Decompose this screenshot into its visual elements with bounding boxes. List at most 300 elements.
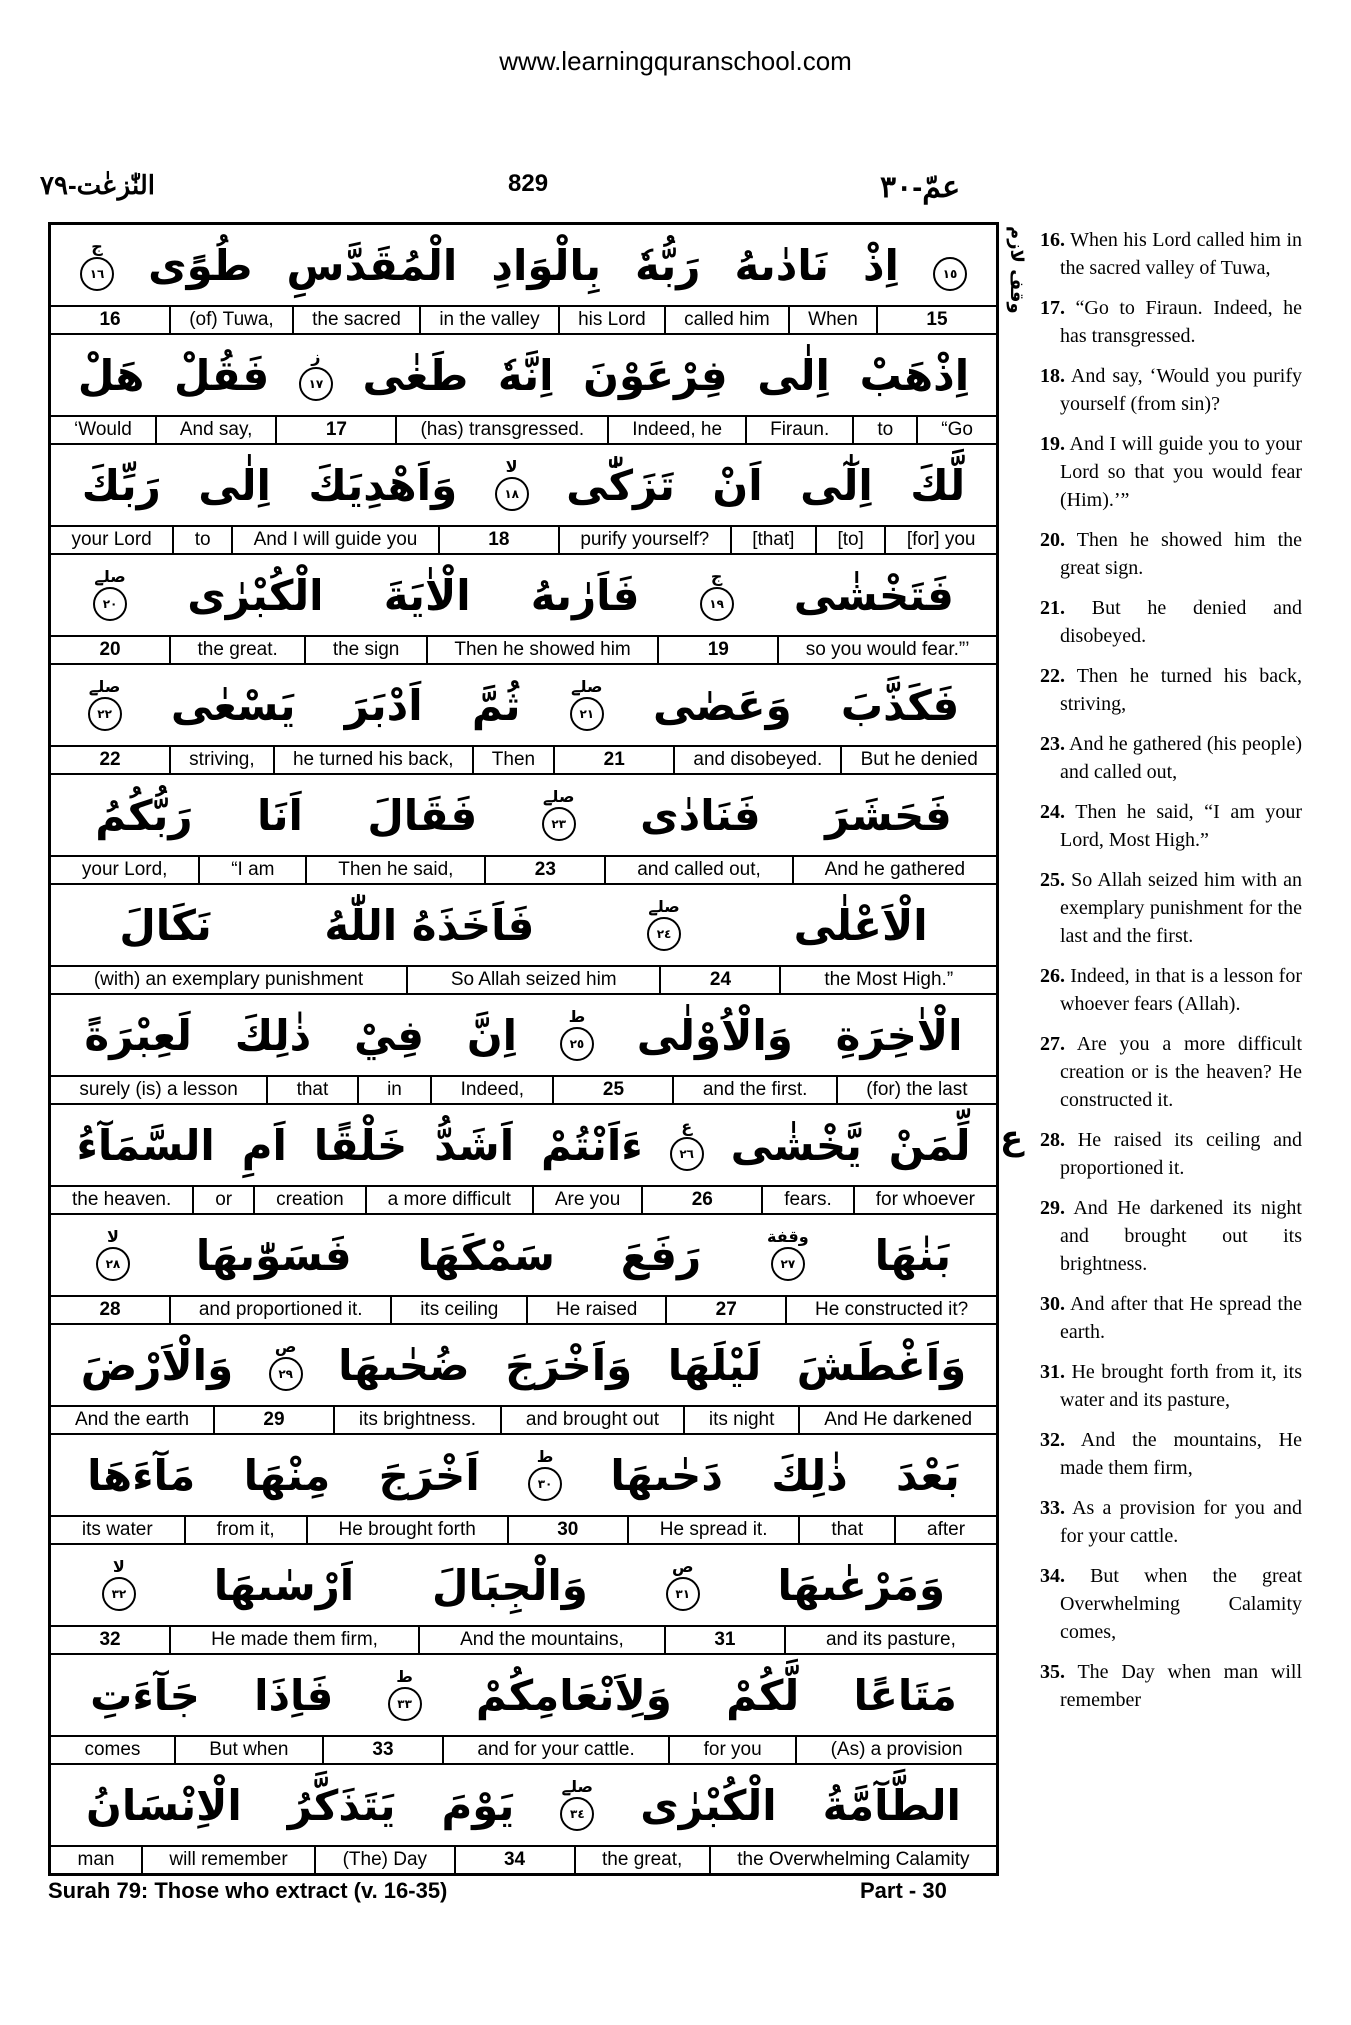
waqf-sign: صلے [648,897,680,916]
waqf-sign: لا [505,457,518,476]
arabic-row [51,775,996,857]
arabic-row [51,225,996,307]
word-meaning-cell: surely (is) a lesson [79,1079,238,1100]
verse-text: But he denied and disobeyed. [1060,597,1302,647]
arabic-row [51,885,996,967]
verse-number-cell: 34 [454,1847,574,1873]
word-meaning-cell: the Most High.” [779,967,996,993]
word-meaning-cell: he turned his back, [273,747,472,773]
waqf-sign: صلے [561,1777,594,1796]
verse-text: As a provision for you and for your cattle. [1060,1497,1302,1547]
arabic-word: رَبِّكَ [81,460,161,510]
arabic-word: لَّكُمْ [726,1670,800,1720]
arabic-word: وَعَصٰى [653,680,792,730]
ayah-end-marker [96,1229,130,1281]
word-meaning-cell: that [798,1517,894,1543]
word-meaning-cell: after [894,1517,996,1543]
arabic-word: وَمَرْعٰىهَا [777,1560,946,1610]
word-meaning-cell: the great, [574,1847,709,1873]
ayah-number-circle: ٣٠ [528,1467,562,1501]
word-meaning-cell: He raised [526,1297,665,1323]
english-row [51,417,996,445]
arabic-word: تَزَكّٰى [566,460,675,510]
word-meaning-cell: (with) an exemplary punishment [93,969,364,990]
word-meaning-cell: Firaun. [745,417,852,443]
english-row [51,1187,996,1215]
word-meaning-cell: its water [81,1519,153,1540]
waqf-sign: ط [536,1447,554,1466]
word-meaning-cell: (The) Day [314,1847,453,1873]
word-meaning-cell: the sign [304,637,426,663]
ayah-end-marker [102,1559,136,1611]
ayah-end-marker [80,239,114,291]
waqf-sign: لا [106,1227,119,1246]
footer-part: Part - 30 [860,1878,947,1903]
waqf-sign: ج [710,567,723,586]
verse-number: 34. [1040,1565,1065,1587]
english-row [51,527,996,555]
translation-verse [1040,1658,1302,1714]
verse-text: Then he said, “I am your Lord, Most High.” [1060,801,1302,851]
verse-text: And the mountains, He made them firm, [1060,1429,1302,1479]
arabic-word: اِنَّ [466,1010,518,1060]
arabic-word: طَغٰى [362,350,469,400]
arabic-word: فِيْ [354,1010,425,1060]
word-meaning-cell: But when [174,1737,322,1763]
translation-verse [1040,1030,1302,1114]
word-meaning-cell: And say, [155,417,276,443]
waqf-lazim-marker: وقف لازم [1006,226,1027,314]
verse-number-cell: 21 [553,747,673,773]
verse-text: Indeed, in that is a lesson for whoever fears (Allah). [1060,965,1303,1015]
verse-number: 31. [1040,1361,1065,1383]
verse-number: 33. [1040,1497,1065,1519]
word-meaning-cell: a more difficult [365,1187,532,1213]
arabic-word: لَّكَ [910,460,966,510]
arabic-word: فَسَوّٰىهَا [195,1230,352,1280]
verse-number: 28. [1040,1129,1065,1151]
verse-number: 16. [1040,229,1065,251]
arabic-word: اِنَّهٗ [497,350,554,400]
word-meaning-cell: and called out, [604,857,791,883]
word-meaning-cell: your Lord [71,529,152,550]
arabic-row [51,665,996,747]
arabic-word: فَاَخَذَهُ اللّٰهُ [324,900,535,950]
word-meaning-cell: “I am [198,857,305,883]
arabic-word: اَشَدُّ [434,1120,515,1170]
arabic-word: خَلْقًا [313,1120,408,1170]
word-meaning-cell: the heaven. [71,1189,172,1210]
verse-number-cell: 27 [665,1297,785,1323]
ayah-number-circle: ٢٧ [771,1247,805,1281]
verse-number-cell: 31 [664,1627,784,1653]
translation-verse [1040,866,1302,950]
english-row [51,747,996,775]
ayah-number-circle: ٢٣ [542,807,576,841]
ayah-number-circle: ٢٢ [88,697,122,731]
arabic-word: بَنٰهَا [874,1230,951,1280]
verse-number: 32. [1040,1429,1065,1451]
word-meaning-cell: in the valley [419,307,558,333]
word-meaning-cell: its ceiling [390,1297,526,1323]
translation-verse [1040,1494,1302,1550]
translation-verse [1040,962,1302,1018]
arabic-word: وَالْاُوْلٰى [636,1010,793,1060]
english-row [51,1297,996,1325]
word-meaning-cell: comes [84,1739,141,1760]
footer-surah-title: Surah 79: Those who extract (v. 16-35) [48,1878,448,1903]
verse-text: Are you a more difficult creation or is the heaven? He constructed it. [1060,1033,1302,1111]
verse-number: 17. [1040,297,1065,319]
word-meaning-cell: man [77,1849,115,1870]
verse-text: And He darkened its night and brought out its brightness. [1060,1197,1302,1275]
arabic-word: رَفَعَ [620,1230,702,1280]
juz-arabic: عمّ-٣٠ [880,171,961,204]
arabic-row [51,995,996,1077]
arabic-word: طُوًى [148,240,253,290]
english-row [51,1077,996,1105]
word-meaning-cell: so you would fear.”’ [777,637,996,663]
word-meaning-cell: And the earth [74,1409,190,1430]
arabic-word: السَّمَآءُ [76,1120,215,1170]
word-meaning-cell: or [192,1187,253,1213]
word-meaning-cell: Then he showed him [426,637,657,663]
english-row [51,1847,996,1873]
arabic-word: فَاِذَا [254,1670,334,1720]
arabic-row [51,1325,996,1407]
site-url: www.learningquranschool.com [499,46,852,76]
word-meaning-cell: its night [683,1407,798,1433]
waqf-sign: صلے [543,787,575,806]
word-meaning-cell: its brightness. [333,1407,500,1433]
translation-verse [1040,594,1302,650]
verse-number-cell: 33 [322,1737,442,1763]
english-row [51,1517,996,1545]
verse-number-cell: 24 [659,967,779,993]
arabic-word: ذٰلِكَ [771,1450,848,1500]
word-meaning-cell: to [852,417,916,443]
ruku-marker: ع [1000,1118,1024,1158]
verse-number: 20. [1040,529,1065,551]
word-meaning-cell: his Lord [558,307,664,333]
arabic-word: بِالْوَادِ [491,240,601,290]
arabic-word: اَنَا [256,790,303,840]
word-meaning-cell: and disobeyed. [673,747,840,773]
verse-number-cell: 28 [99,1299,121,1320]
word-meaning-cell: and brought out [500,1407,683,1433]
arabic-word: اَمِ [241,1120,287,1170]
word-meaning-cell: [that] [730,527,815,553]
word-meaning-cell: and the first. [672,1077,835,1103]
ayah-number-circle: ١٩ [700,587,734,621]
ayah-number-circle: ٢٩ [269,1357,303,1391]
verse-number-cell: 30 [507,1517,627,1543]
verse-number-cell: 17 [275,417,395,443]
arabic-word: يَتَذَكَّرُ [287,1780,396,1830]
arabic-row [51,1765,996,1847]
translation-verse [1040,226,1302,282]
arabic-word: بَعْدَ [896,1450,960,1500]
ayah-number-circle: ٣٢ [102,1577,136,1611]
verse-number: 25. [1040,869,1065,891]
waqf-sign: صلے [571,677,603,696]
arabic-word: الطَّآمَّةُ [822,1780,961,1830]
word-meaning-cell: And He darkened [798,1407,996,1433]
arabic-word: الْاِنْسَانُ [85,1780,242,1830]
english-row [51,1407,996,1435]
word-meaning-cell: And the mountains, [418,1627,664,1653]
arabic-word: مِنْهَا [243,1450,331,1500]
word-meaning-cell: He brought forth [306,1517,507,1543]
translation-verse [1040,430,1302,514]
word-meaning-cell: your Lord, [81,859,168,880]
ayah-end-marker [299,349,333,401]
ayah-end-marker [570,679,604,731]
word-meaning-cell: that [266,1077,357,1103]
translation-verse [1040,362,1302,418]
word-meaning-cell: So Allah seized him [406,967,660,993]
ayah-number-circle: ٢٨ [96,1247,130,1281]
verse-text: So Allah seized him with an exemplary punishment for the last and the first. [1060,869,1302,947]
ayah-end-marker [933,239,967,291]
word-meaning-cell: (of) Tuwa, [169,307,292,333]
word-meaning-cell: Then he said, [305,857,484,883]
arabic-word: دَحٰىهَا [610,1450,723,1500]
arabic-word: فَقَالَ [367,790,478,840]
arabic-word: لَعِبْرَةً [84,1010,192,1060]
arabic-word: فَتَخْشٰى [793,570,954,620]
ayah-number-circle: ٢٠ [93,587,127,621]
ayah-end-marker [495,459,529,511]
verse-number-cell: 22 [99,749,121,770]
verse-text: When his Lord called him in the sacred valley of Tuwa, [1060,229,1302,279]
arabic-row [51,1215,996,1297]
word-meaning-cell: ‘Would [74,419,132,440]
ayah-end-marker [528,1449,562,1501]
arabic-word: الْكُبْرٰى [640,1780,777,1830]
word-meaning-cell: from it, [184,1517,306,1543]
ayah-end-marker [560,1009,594,1061]
word-meaning-cell: Indeed, [430,1077,552,1103]
arabic-word: الْاٰيَةَ [383,570,471,620]
translation-verse [1040,1426,1302,1482]
translation-column [1040,226,1302,1726]
arabic-word: اَخْرَجَ [378,1450,480,1500]
ayah-end-marker [93,569,127,621]
waqf-sign: ط [396,1667,413,1686]
arabic-word: الْكُبْرٰى [187,570,324,620]
ayah-end-marker [767,1229,809,1281]
verse-text: And say, ‘Would you purify yourself (from sin)? [1060,365,1302,415]
verse-number: 27. [1040,1033,1065,1055]
translation-verse [1040,662,1302,718]
arabic-word: وَالْاَرْضَ [80,1340,234,1390]
surah-name-arabic: النّٰزعٰت-٧٩ [40,170,155,200]
word-meaning-cell: and proportioned it. [169,1297,390,1323]
word-meaning-cell: the Overwhelming Calamity [709,1847,996,1873]
ayah-end-marker [542,789,576,841]
ayah-number-circle: ١٧ [299,367,333,401]
english-row [51,637,996,665]
ayah-end-marker [700,569,734,621]
verse-text: “Go to Firaun. Indeed, he has transgressed. [1060,297,1303,347]
word-meaning-cell: (for) the last [836,1077,996,1103]
word-meaning-cell: He constructed it? [785,1297,996,1323]
verse-number: 21. [1040,597,1065,619]
waqf-sign: صلے [88,677,121,696]
word-meaning-cell: When [788,307,876,333]
word-meaning-cell: creation [253,1187,365,1213]
ayah-end-marker [269,1339,303,1391]
arabic-word: نَكَالَ [119,900,212,950]
arabic-row [51,445,996,527]
word-meaning-cell: He made them firm, [169,1627,418,1653]
english-row [51,307,996,335]
arabic-word: هَلْ [77,350,145,400]
arabic-row [51,1435,996,1517]
word-meaning-cell: the great. [169,637,304,663]
verse-number-cell: 19 [657,637,777,663]
verse-text: But when the great Overwhelming Calamity comes, [1060,1565,1302,1643]
word-meaning-cell: Then [472,747,554,773]
verse-text: Then he turned his back, striving, [1060,665,1302,715]
verse-text: Then he showed him the great sign. [1060,529,1303,579]
verse-number: 30. [1040,1293,1065,1315]
word-meaning-cell: called him [664,307,788,333]
arabic-word: مَآءَهَا [87,1450,196,1500]
word-meaning-cell: and for your cattle. [442,1737,668,1763]
waqf-sign: ز [311,347,321,366]
ayah-number-circle: ٣١ [666,1577,700,1611]
ayah-number-circle: ٢١ [570,697,604,731]
english-row [51,967,996,995]
arabic-row [51,1105,996,1187]
ayah-end-marker [647,899,681,951]
arabic-word: وَاَهْدِيَكَ [308,460,458,510]
ayah-number-circle: ١٨ [495,477,529,511]
word-meaning-cell: to [172,527,231,553]
verse-number: 18. [1040,365,1065,387]
ayah-number-circle: ٢٦ [670,1137,704,1171]
word-by-word-table [48,222,999,1876]
arabic-word: اِذْ [862,240,899,290]
waqf-sign: ج [91,237,103,256]
arabic-word: يَوْمَ [441,1780,515,1830]
ayah-end-marker [666,1559,700,1611]
arabic-word: فَحَشَرَ [825,790,952,840]
word-meaning-cell: But he denied [840,747,996,773]
arabic-word: فِرْعَوْنَ [583,350,728,400]
arabic-word: اِلٰى [198,460,271,510]
word-meaning-cell: in [357,1077,431,1103]
ayah-end-marker [388,1669,422,1721]
translation-verse [1040,730,1302,786]
ayah-number-circle: ٣٣ [388,1687,422,1721]
ayah-end-marker [560,1779,594,1831]
arabic-word: اِلٰى [757,350,830,400]
arabic-word: لِّمَنْ [888,1120,971,1170]
verse-number: 19. [1040,433,1065,455]
verse-number: 26. [1040,965,1065,987]
verse-number-cell: 23 [484,857,604,883]
english-row [51,1627,996,1655]
arabic-word: اَرْسٰىهَا [213,1560,355,1610]
word-meaning-cell: fears. [761,1187,852,1213]
word-meaning-cell: and its pasture, [784,1627,996,1653]
verse-number: 23. [1040,733,1065,755]
translation-verse [1040,1562,1302,1646]
verse-text: He brought forth from it, its water and its pasture, [1060,1361,1302,1411]
arabic-word: الْاَعْلٰى [793,900,928,950]
arabic-word: اَدْبَرَ [344,680,423,730]
arabic-word: فَكَذَّبَ [840,680,960,730]
word-meaning-cell: for whoever [853,1187,996,1213]
translation-verse [1040,294,1302,350]
verse-number-cell: 18 [438,527,558,553]
word-meaning-cell: the sacred [292,307,419,333]
waqf-sign: ص [671,1557,694,1576]
verse-number-cell: 25 [552,1077,672,1103]
arabic-word: يَسْعٰى [170,680,296,730]
ayah-end-marker [88,679,122,731]
arabic-row [51,1655,996,1737]
verse-text: He raised its ceiling and proportioned it. [1060,1129,1302,1179]
arabic-word: وَاَخْرَجَ [505,1340,633,1390]
translation-verse [1040,526,1302,582]
waqf-sign: ط [568,1007,586,1026]
word-meaning-cell: [to] [815,527,884,553]
verse-number-cell: 32 [99,1629,121,1650]
verse-number: 24. [1040,801,1065,823]
verse-number-cell: 15 [876,307,996,333]
translation-verse [1040,1358,1302,1414]
arabic-word: جَآءَتِ [90,1670,200,1720]
verse-text: The Day when man will remember [1060,1661,1303,1711]
translation-verse [1040,1126,1302,1182]
translation-verse [1040,1194,1302,1278]
waqf-sign: وقفة [767,1227,809,1246]
arabic-word: رَبُّكُمُ [95,790,193,840]
waqf-sign: صلے [94,567,126,586]
verse-number-cell: 29 [213,1407,333,1433]
word-meaning-cell: And I will guide you [231,527,438,553]
ayah-number-circle: ٢٥ [560,1027,594,1061]
word-meaning-cell: for you [668,1737,795,1763]
verse-number: 29. [1040,1197,1065,1219]
waqf-sign: ع [681,1117,693,1136]
english-row [51,1737,996,1765]
arabic-word: ذٰلِكَ [234,1010,312,1060]
arabic-word: اِلٰٓى [800,460,873,510]
arabic-row [51,1545,996,1627]
arabic-word: ثُمَّ [471,680,521,730]
verse-text: And he gathered (his people) and called out, [1060,733,1302,783]
verse-text: And I will guide you to your Lord so that you would fear (Him).’” [1060,433,1302,511]
word-meaning-cell: purify yourself? [558,527,730,553]
arabic-word: سَمْكَهَا [417,1230,555,1280]
arabic-word: نَادٰىهُ [734,240,829,290]
translation-verse [1040,798,1302,854]
arabic-word: وَالْجِبَالَ [432,1560,588,1610]
arabic-word: لَيْلَهَا [667,1340,762,1390]
ayah-number-circle: ٢٤ [647,917,681,951]
translation-verse [1040,1290,1302,1346]
verse-number: 35. [1040,1661,1065,1683]
verse-number-cell: 16 [99,309,121,330]
arabic-word: وَاَغْطَشَ [796,1340,967,1390]
arabic-word: ءَاَنْتُمْ [541,1120,643,1170]
arabic-word: ضُحٰىهَا [338,1340,470,1390]
